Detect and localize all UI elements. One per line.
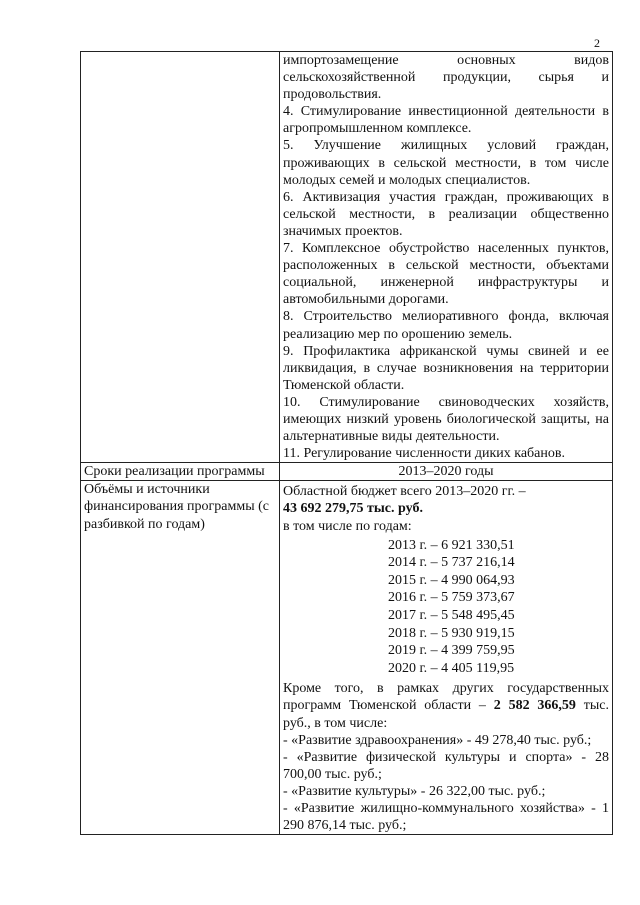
table-row-finance: [81, 481, 613, 835]
year-amount: 2017 г. – 5 548 495,45: [388, 608, 515, 623]
goals-label-cell: [81, 52, 280, 463]
other-program-item: - «Развитие здравоохранения» - 49 278,40 тыс. руб.;: [283, 732, 592, 748]
table-row-terms: [81, 463, 613, 481]
finance-total: 43 692 279,75 тыс. руб.: [283, 501, 423, 517]
other-program-item: - «Развитие культуры» - 26 322,00 тыс. руб.;: [283, 783, 546, 799]
other-programs-total: 2 582 366,59: [493, 698, 576, 714]
goal-item: 7. Комплексное обустройство населенных пунктов, расположенных в сельской местности, объектами социальной, инженерной инфраструктуры и автомобильными дорогами.: [283, 241, 609, 308]
goal-item: 8. Строительство мелиоративного фонда, включая реализацию мер по орошению земель.: [283, 309, 609, 342]
other-programs-intro: Кроме того, в рамках других государственных программ Тюменской области –: [283, 681, 609, 714]
year-amount: 2016 г. – 5 759 373,67: [388, 590, 515, 606]
finance-label: Объёмы и источники финансирования программы (с разбивкой по годам): [84, 482, 269, 532]
goal-item: 6. Активизация участия граждан, проживающих в сельской местности, в реализации общественно значимых проектов.: [283, 189, 609, 239]
other-programs-suffix: тыс. руб., в том числе:: [283, 698, 609, 731]
finance-years-list: [283, 537, 609, 678]
goal-item: 10. Стимулирование свиноводческих хозяйств, имеющих низкий уровень биологической защиты, на альтернативные виды деятельности.: [283, 394, 609, 445]
terms-value: 2013–2020 годы: [280, 463, 613, 481]
year-amount: 2020 г. – 4 405 119,95: [388, 660, 515, 676]
goal-item: 5. Улучшение жилищных условий граждан, проживающих в сельской местности, в том числе молодых семей и молодых специалистов.: [283, 138, 609, 188]
finance-label-cell: [81, 481, 280, 835]
year-amount: 2014 г. – 5 737 216,14: [388, 555, 515, 571]
passport-table: [80, 51, 613, 835]
finance-intro: Областной бюджет всего 2013–2020 гг. –: [283, 484, 526, 500]
finance-years-intro: в том числе по годам:: [283, 518, 412, 534]
goal-item: 11. Регулирование численности диких кабанов.: [283, 446, 565, 462]
terms-label: Сроки реализации программы: [81, 463, 280, 481]
year-amount: 2013 г. – 6 921 330,51: [388, 537, 515, 553]
goal-item: 4. Стимулирование инвестиционной деятельности в агропромышленном комплексе.: [283, 104, 609, 137]
goals-cell: [280, 52, 613, 463]
table-row-goals: [81, 52, 613, 463]
other-program-item: - «Развитие жилищно-коммунального хозяйства» - 1 290 876,14 тыс. руб.;: [283, 801, 609, 834]
year-amount: 2015 г. – 4 990 064,93: [388, 572, 515, 588]
year-amount: 2019 г. – 4 399 759,95: [388, 643, 515, 659]
year-amount: 2018 г. – 5 930 919,15: [388, 625, 515, 641]
page-number: 2: [594, 36, 600, 50]
finance-cell: [280, 481, 613, 835]
goal-item: импортозамещение основных видов сельскохозяйственной продукции, сырья и продовольствия.: [283, 53, 609, 103]
other-program-item: - «Развитие физической культуры и спорта» - 28 700,00 тыс. руб.;: [283, 749, 609, 782]
other-programs-text: [283, 680, 609, 731]
goal-item: 9. Профилактика африканской чумы свиней и ее ликвидация, в случае возникновения на территории Тюменской области.: [283, 343, 609, 393]
